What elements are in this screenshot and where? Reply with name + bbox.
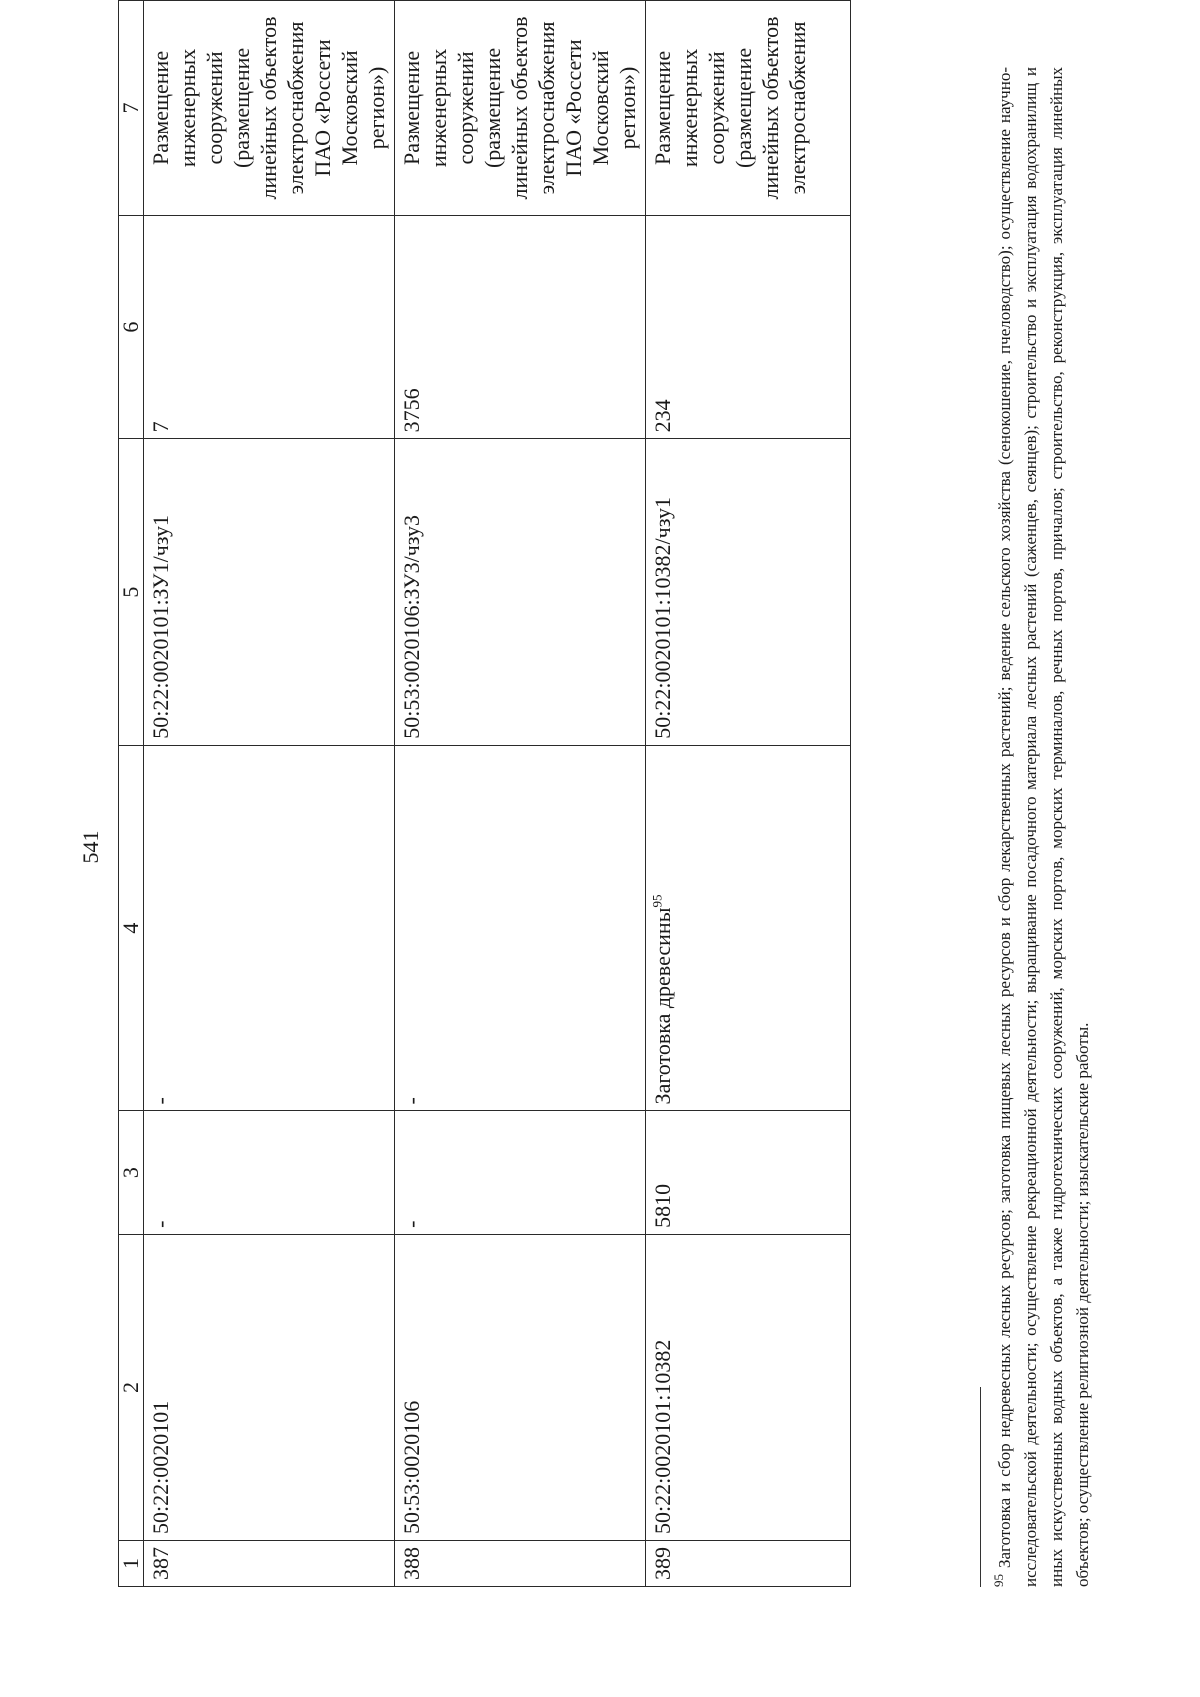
usage-cell <box>395 745 646 1111</box>
table-row <box>395 1 646 1587</box>
footnote-number: 95 <box>991 1574 1007 1587</box>
header-cell: 5 <box>119 439 144 745</box>
header-cell: 1 <box>119 1541 144 1587</box>
header-cell: 3 <box>119 1111 144 1234</box>
data-table <box>118 0 851 1587</box>
row-number: 388 <box>395 1541 646 1587</box>
header-cell: 7 <box>119 1 144 216</box>
value-cell: 3756 <box>395 215 646 439</box>
row-number: 387 <box>144 1541 395 1587</box>
table-row <box>646 1 851 1587</box>
header-cell: 4 <box>119 745 144 1111</box>
footnote-text: Заготовка и сбор недревесных лесных ресурсов; заготовка пищевых лесных ресурсов и сбор лекарственных растений; ведение сельского хозяйства (сенокошение, пчеловодство); осуществление научно-исследовательской деятельности; осуществление рекреационной деятельности; выращивание посадочного материала лесных растений (саженцев, сеянцев); строительство и эксплуатация водохранилищ и иных искусственных водных объектов, а также гидротехнических сооружений, морских портов, морских терминалов, речных портов, причалов; строительство, реконструкция, эксплуатация линейных объектов; осуществление религиозной деятельности; изыскательские работы. <box>995 67 1092 1587</box>
purpose-cell: Размещение инженерных сооружений (размещение линейных объектов электроснабжения ПАО «Россети Московский регион») <box>395 1 646 216</box>
table-row <box>144 1 395 1587</box>
footnote-separator <box>980 1387 981 1587</box>
quarter-cell: 50:22:0020101 <box>144 1234 395 1540</box>
purpose-cell: Размещение инженерных сооружений (размещение линейных объектов электроснабжения <box>646 1 851 216</box>
value-cell: 234 <box>646 215 851 439</box>
footnote-ref: 95 <box>649 894 665 908</box>
usage-text: - <box>148 1097 173 1105</box>
header-cell: 6 <box>119 215 144 439</box>
cadastral-cell: 50:53:0020106:ЗУ3/чзу3 <box>395 439 646 745</box>
area-cell: - <box>144 1111 395 1234</box>
cadastral-cell: 50:22:0020101:10382/чзу1 <box>646 439 851 745</box>
quarter-cell: 50:53:0020106 <box>395 1234 646 1540</box>
table-header-row <box>119 1 144 1587</box>
purpose-cell: Размещение инженерных сооружений (размещение линейных объектов электроснабжения ПАО «Россети Московский регион») <box>144 1 395 216</box>
usage-text: Заготовка древесины <box>650 907 675 1105</box>
area-cell: 5810 <box>646 1111 851 1234</box>
header-cell: 2 <box>119 1234 144 1540</box>
row-number: 389 <box>646 1541 851 1587</box>
cadastral-cell: 50:22:0020101:ЗУ1/чзу1 <box>144 439 395 745</box>
usage-cell <box>646 745 851 1111</box>
usage-text: - <box>399 1097 424 1105</box>
usage-cell <box>144 745 395 1111</box>
page-number: 541 <box>78 830 103 864</box>
footnote <box>992 67 1096 1587</box>
value-cell: 7 <box>144 215 395 439</box>
area-cell: - <box>395 1111 646 1234</box>
quarter-cell: 50:22:0020101:10382 <box>646 1234 851 1540</box>
